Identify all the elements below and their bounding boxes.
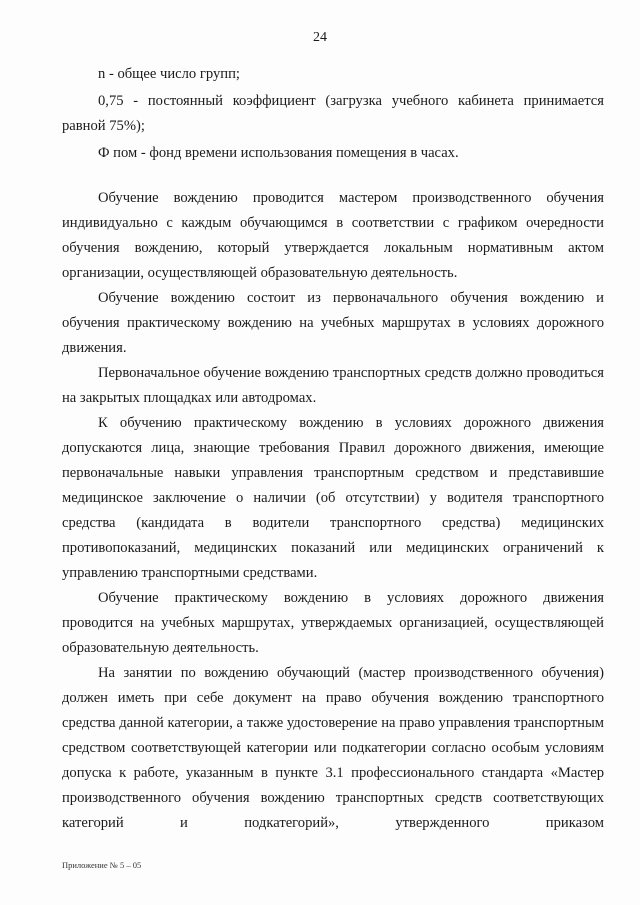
paragraph-instructor-documents: На занятии по вождению обучающий (мастер производственного обучения) должен иметь при себе документ на право обучения вождению транспортного средства данной категории, а также удостоверение на право управления транспортным средством соответствующей категории или подкатегории согласно особым условиям допуска к работе, указанным в пункте 3.1 профессионального стандарта «Мастер производственного обучения вождению транспортных средств соответствующих категорий и подкатегорий», утвержденного приказом (62, 665, 604, 831)
paragraph-driving-training-individual: Обучение вождению проводится мастером производственного обучения индивидуально с каждым обучающимся в соответствии с графиком очередности обучения вождению, который утверждается локальным нормативным актом организации, осуществляющей образовательную деятельность. (62, 190, 604, 281)
paragraph-legend-n: n - общее число групп; (98, 66, 240, 82)
paragraph-legend-coefficient: 0,75 - постоянный коэффициент (загрузка учебного кабинета принимается равной 75%); (62, 93, 604, 134)
paragraph-admission-requirements: К обучению практическому вождению в условиях дорожного движения допускаются лица, знающие требования Правил дорожного движения, имеющие первоначальные навыки управления транспортным средством и представившие медицинское заключение о наличии (об отсутствии) у водителя транспортного средства (кандидата в водители транспортного средства) медицинских противопоказаний, медицинских показаний или медицинских ограничений к управлению транспортными средствами. (62, 415, 604, 581)
page-footer: Приложение № 5 – 05 (62, 860, 142, 870)
document-body (62, 62, 604, 836)
page-number: 24 (313, 30, 327, 45)
paragraph-initial-training: Первоначальное обучение вождению транспортных средств должно проводиться на закрытых площадках или автодромах. (62, 365, 604, 406)
paragraph-practical-routes: Обучение практическому вождению в условиях дорожного движения проводится на учебных маршрутах, утверждаемых организацией, осуществляющей образовательную деятельность. (62, 590, 604, 656)
paragraph-legend-fund: Ф пом - фонд времени использования помещения в часах. (98, 145, 459, 161)
paragraph-driving-training-composition: Обучение вождению состоит из первоначального обучения вождению и обучения практическому вождению на учебных маршрутах в условиях дорожного движения. (62, 290, 604, 356)
